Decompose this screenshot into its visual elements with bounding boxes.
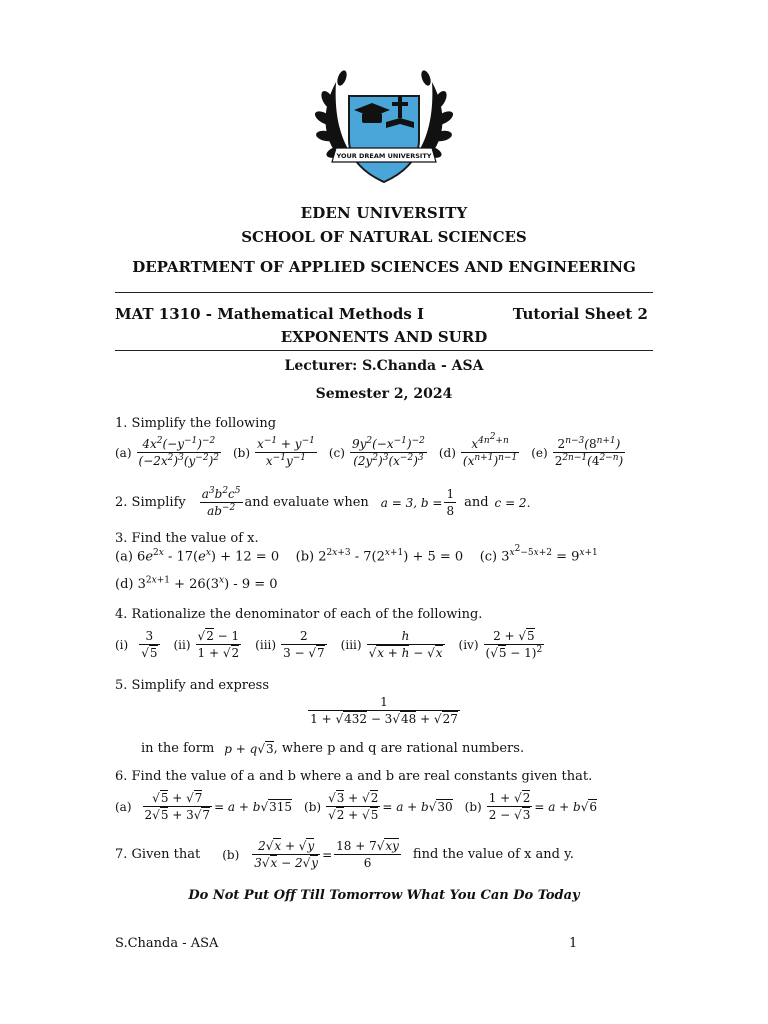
q1-expressions: (a) $\frac{4x^2(-y^{-1})^{-2}}{(-2x^2)^3(y^{-2})^2}$ (b) $\frac{x^{-1} + y^{-1}}{x^{-1}y^{-1}}$ (c) $\frac{9y^2(-x^{-1})^{-2}}{(2y^2)^3(x^{-2})^3}$ (d) $\frac{x^{4n^2+n}}{(x^{n+1})^{n-1}}$ (e) $\frac{2^{n-3}(8^{n+1})}{2^{2n-1}(4^{2-n})}$ bbox=[115, 432, 624, 468]
school-name: SCHOOL OF NATURAL SCIENCES bbox=[241, 228, 527, 246]
q2: 2. Simplify $\frac{a^3b^2c^5}{ab^{-2}}$ and evaluate when a = 3, b = $\frac{1}{8}$ and c = 2. bbox=[115, 486, 531, 518]
q2-stem: 2. Simplify bbox=[115, 495, 186, 510]
q1-label-d: (d) bbox=[438, 445, 456, 460]
logo-banner-text: YOUR DREAM UNIVERSITY bbox=[336, 152, 432, 160]
university-logo bbox=[314, 70, 454, 186]
q2-tail: and evaluate when bbox=[244, 495, 369, 510]
q1-stem: 1. Simplify the following bbox=[115, 416, 277, 431]
top-rule bbox=[115, 292, 653, 293]
q5-form: in the form p + q√3 , where p and q are rational numbers. bbox=[141, 741, 525, 756]
sheet-label: Tutorial Sheet 2 bbox=[512, 305, 648, 323]
motto: Do Not Put Off Till Tomorrow What You Can Do Today bbox=[188, 888, 580, 903]
footer-author: S.Chanda - ASA bbox=[115, 936, 219, 951]
q6-stem: 6. Find the value of a and b where a and b are real constants given that. bbox=[115, 769, 593, 784]
q4-expressions: (i) $\frac{3}{√5}$ (ii) $\frac{√2 - 1}{1 + √2}$ (iii) $\frac{2}{3 - √7}$ (iii) $\frac{h}{√x + h - √x}$ (iv) $\frac{2 + √5}{(√5 - 1)^2}$ bbox=[115, 629, 543, 660]
bottom-rule bbox=[115, 350, 653, 351]
lecturer: Lecturer: S.Chanda - ASA bbox=[284, 358, 484, 374]
q3-line2: (d) $3^{2x+1} + 26(3^x) - 9 = 0$ bbox=[115, 575, 278, 592]
q7: 7. Given that (b) $\frac{2√x + √y}{3√x - 2√y}$ = $\frac{18 + 7√xy}{6}$ find the value of x and y. bbox=[115, 839, 574, 870]
q6-expressions: (a) $\frac{√5 + √7}{2√5 + 3√7}$ = a + b√315 (b) $\frac{√3 + √2}{√2 + √5}$ = a + b√30 (b) $\frac{1 + √2}{2 - √3}$ = a + b√6 bbox=[115, 791, 598, 822]
page-number: 1 bbox=[569, 936, 578, 951]
q4-stem: 4. Rationalize the denominator of each of the following. bbox=[115, 607, 483, 622]
q1-label-c: (c) bbox=[328, 445, 345, 460]
semester: Semester 2, 2024 bbox=[315, 386, 453, 402]
q3-stem: 3. Find the value of x. bbox=[115, 531, 259, 546]
q1-label-a: (a) bbox=[115, 445, 132, 460]
q3-line1: (a) $6e^{2x} - 17(e^x) + 12 = 0$ (b) $2^{2x+3} - 7(2^{x+1}) + 5 = 0$ (c) $3^{x^2-5x+2} = 9^{x+1}$ bbox=[115, 544, 598, 565]
department-name: DEPARTMENT OF APPLIED SCIENCES AND ENGINEERING bbox=[132, 258, 636, 276]
topic-title: EXPONENTS AND SURD bbox=[280, 328, 488, 346]
q1-label-b: (b) bbox=[233, 445, 251, 460]
q1-label-e: (e) bbox=[531, 445, 548, 460]
university-name: EDEN UNIVERSITY bbox=[300, 204, 468, 222]
q2-and: and bbox=[464, 495, 489, 510]
q2-c: c = 2. bbox=[494, 495, 531, 510]
course-title: MAT 1310 - Mathematical Methods I bbox=[115, 305, 425, 323]
q5-expression: $\frac{1}{1 + √432 - 3√48 + √27}$ bbox=[310, 695, 458, 726]
q5-stem: 5. Simplify and express bbox=[115, 678, 270, 693]
course-row bbox=[115, 305, 648, 323]
